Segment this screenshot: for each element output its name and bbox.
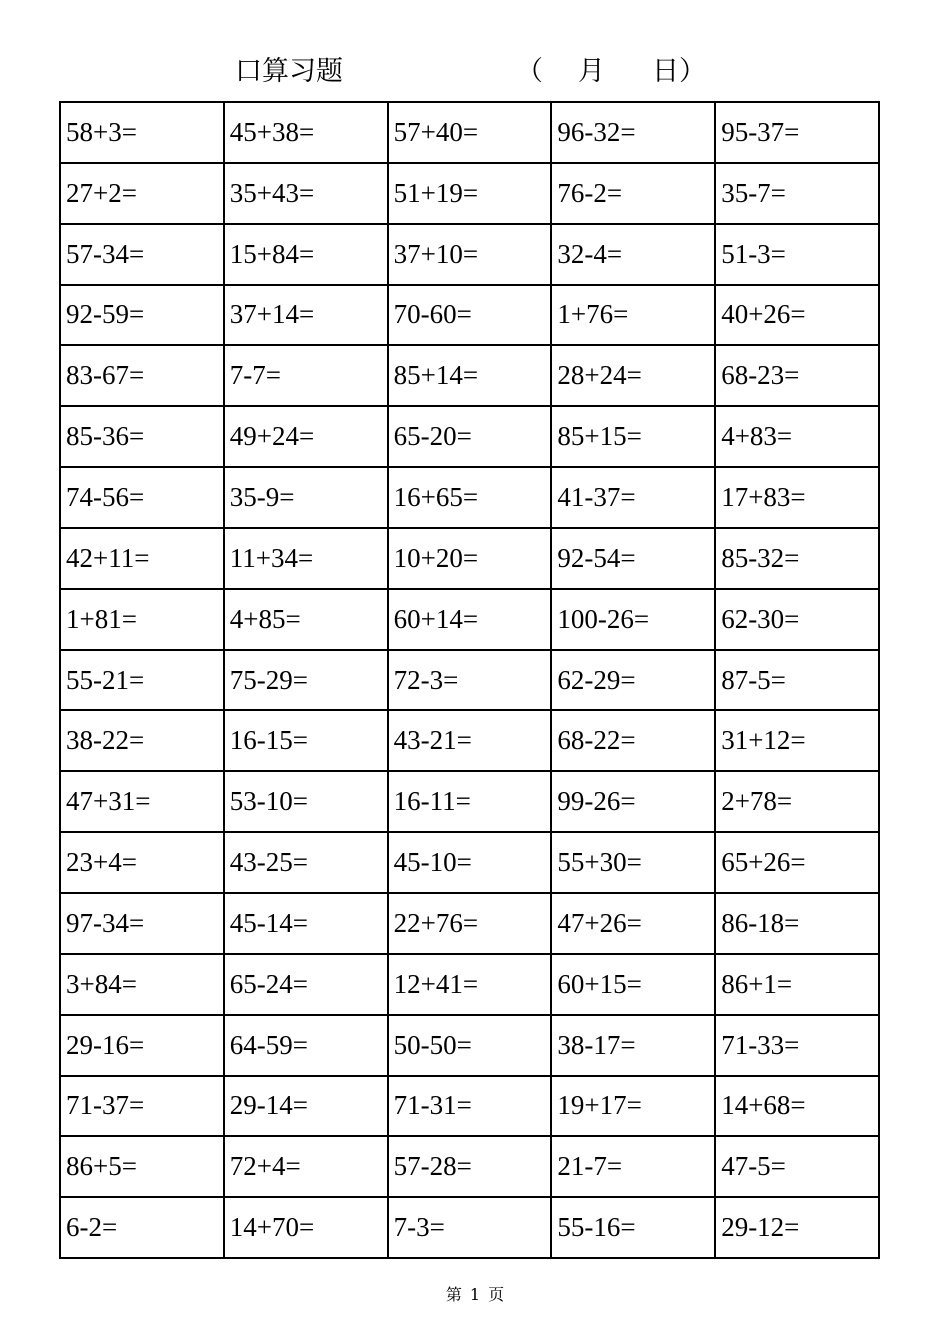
footer-prefix: 第 [445,1285,462,1304]
problem-cell: 72+4= [225,1137,389,1198]
date-open-paren: （ [516,56,543,87]
problem-cell: 65-20= [389,407,553,468]
problem-cell: 16-15= [225,711,389,772]
problem-cell: 70-60= [389,286,553,347]
table-row [61,225,880,286]
problem-cell: 15+84= [225,225,389,286]
problem-cell: 100-26= [552,590,716,651]
problem-cell: 37+10= [389,225,553,286]
problem-cell: 40+26= [716,286,880,347]
problem-cell: 85-36= [61,407,225,468]
problem-cell: 43-25= [225,833,389,894]
problem-cell: 47+26= [552,894,716,955]
table-row [61,468,880,529]
day-label: 日） [652,56,706,87]
problem-cell: 65-24= [225,955,389,1016]
table-row [61,833,880,894]
problem-cell: 45-14= [225,894,389,955]
problem-cell: 85-32= [716,529,880,590]
problem-cell: 57-34= [61,225,225,286]
problem-cell: 16+65= [389,468,553,529]
problem-cell: 31+12= [716,711,880,772]
table-row [61,1137,880,1198]
problem-cell: 12+41= [389,955,553,1016]
problem-cell: 10+20= [389,529,553,590]
problem-cell: 1+76= [552,286,716,347]
problem-cell: 19+17= [552,1077,716,1138]
problem-cell: 3+84= [61,955,225,1016]
problem-cell: 51-3= [716,225,880,286]
problem-cell: 27+2= [61,164,225,225]
problem-cell: 71-37= [61,1077,225,1138]
problem-cell: 29-14= [225,1077,389,1138]
problem-cell: 1+81= [61,590,225,651]
table-row [61,346,880,407]
problem-cell: 95-37= [716,103,880,164]
problem-cell: 64-59= [225,1016,389,1077]
problem-cell: 35-9= [225,468,389,529]
problem-cell: 38-22= [61,711,225,772]
problem-cell: 50-50= [389,1016,553,1077]
table-row [61,286,880,347]
problem-cell: 28+24= [552,346,716,407]
page-number: 1 [469,1285,481,1304]
problem-cell: 17+83= [716,468,880,529]
problem-table [59,101,880,1259]
problem-cell: 22+76= [389,894,553,955]
problem-cell: 99-26= [552,772,716,833]
problem-cell: 51+19= [389,164,553,225]
problem-cell: 62-30= [716,590,880,651]
table-row [61,651,880,712]
problem-cell: 35+43= [225,164,389,225]
problem-cell: 49+24= [225,407,389,468]
problem-cell: 37+14= [225,286,389,347]
problem-cell: 62-29= [552,651,716,712]
problem-cell: 23+4= [61,833,225,894]
problem-cell: 74-56= [61,468,225,529]
problem-cell: 6-2= [61,1198,225,1259]
problem-cell: 35-7= [716,164,880,225]
problem-cell: 55-16= [552,1198,716,1259]
problem-cell: 57+40= [389,103,553,164]
problem-cell: 41-37= [552,468,716,529]
table-row [61,955,880,1016]
problem-cell: 47+31= [61,772,225,833]
problem-cell: 2+78= [716,772,880,833]
problem-cell: 45+38= [225,103,389,164]
problem-cell: 75-29= [225,651,389,712]
problem-cell: 38-17= [552,1016,716,1077]
problem-cell: 42+11= [61,529,225,590]
worksheet-title: 口算习题 [235,56,343,87]
table-row [61,772,880,833]
problem-cell: 32-4= [552,225,716,286]
page-footer [0,1284,950,1306]
table-row [61,1077,880,1138]
problem-cell: 85+14= [389,346,553,407]
table-row [61,103,880,164]
problem-cell: 83-67= [61,346,225,407]
table-row [61,1198,880,1259]
problem-cell: 7-7= [225,346,389,407]
problem-cell: 71-33= [716,1016,880,1077]
problem-cell: 76-2= [552,164,716,225]
table-row [61,894,880,955]
problem-cell: 29-12= [716,1198,880,1259]
problem-cell: 86-18= [716,894,880,955]
table-row [61,1016,880,1077]
problem-cell: 11+34= [225,529,389,590]
problem-cell: 21-7= [552,1137,716,1198]
problem-cell: 57-28= [389,1137,553,1198]
problem-cell: 16-11= [389,772,553,833]
problem-cell: 97-34= [61,894,225,955]
table-row [61,529,880,590]
problem-cell: 53-10= [225,772,389,833]
problem-cell: 96-32= [552,103,716,164]
table-row [61,711,880,772]
problem-cell: 47-5= [716,1137,880,1198]
problem-cell: 72-3= [389,651,553,712]
problem-cell: 4+85= [225,590,389,651]
problem-cell: 68-22= [552,711,716,772]
problem-cell: 7-3= [389,1198,553,1259]
problem-cell: 68-23= [716,346,880,407]
problem-cell: 60+15= [552,955,716,1016]
month-label: 月 [578,56,605,87]
table-row [61,407,880,468]
problem-cell: 45-10= [389,833,553,894]
problem-cell: 55-21= [61,651,225,712]
table-row [61,164,880,225]
table-row [61,590,880,651]
problem-cell: 14+68= [716,1077,880,1138]
problem-cell: 65+26= [716,833,880,894]
problem-cell: 92-54= [552,529,716,590]
problem-cell: 86+1= [716,955,880,1016]
problem-cell: 86+5= [61,1137,225,1198]
problem-cell: 58+3= [61,103,225,164]
problem-cell: 87-5= [716,651,880,712]
problem-cell: 60+14= [389,590,553,651]
problem-cell: 43-21= [389,711,553,772]
problem-cell: 92-59= [61,286,225,347]
footer-suffix: 页 [488,1285,505,1304]
problem-cell: 85+15= [552,407,716,468]
problem-cell: 55+30= [552,833,716,894]
problem-cell: 14+70= [225,1198,389,1259]
problem-cell: 71-31= [389,1077,553,1138]
problem-cell: 4+83= [716,407,880,468]
problem-cell: 29-16= [61,1016,225,1077]
